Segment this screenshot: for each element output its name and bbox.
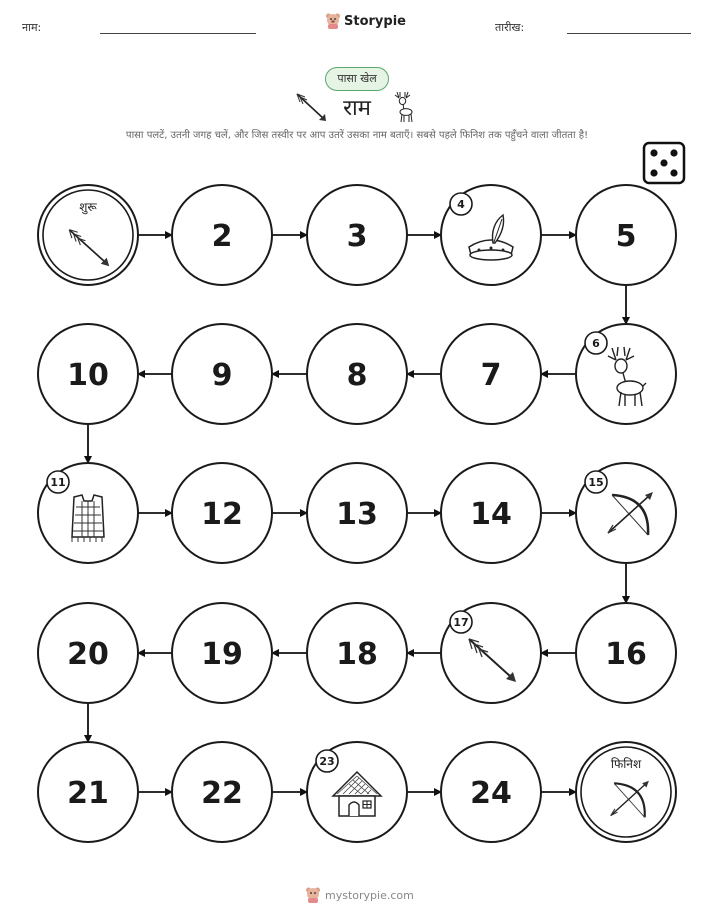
space-number: 20 xyxy=(67,637,109,672)
space-number: 24 xyxy=(470,776,512,811)
space-number: 18 xyxy=(336,637,378,672)
board-space-9[interactable] xyxy=(172,324,272,424)
board-space-8[interactable] xyxy=(307,324,407,424)
board-space-7[interactable] xyxy=(441,324,541,424)
instructions-text: पासा पलटें, उतनी जगह चलें, और जिस तस्वीर पर आप उतरें उसका नाम बताएँ। सबसे पहले फिनिश तक पहुँचने वाला जीतता है! xyxy=(125,130,589,141)
page-title: राम xyxy=(343,96,371,121)
board-space-24[interactable] xyxy=(441,742,541,842)
date-label: तारीख: xyxy=(495,21,525,34)
board-space-21[interactable] xyxy=(38,742,138,842)
footer xyxy=(305,886,414,904)
footer-website: mystorypie.com xyxy=(325,888,414,902)
board-space-11[interactable] xyxy=(38,463,138,563)
board-space-4[interactable] xyxy=(441,185,541,285)
space-badge-number: 17 xyxy=(453,616,469,629)
space-number: 9 xyxy=(211,358,233,393)
bark-vest-icon xyxy=(72,495,104,542)
space-number: 16 xyxy=(605,637,647,672)
space-number: 22 xyxy=(201,776,243,811)
space-badge-number: 6 xyxy=(592,337,600,350)
board-space-17[interactable] xyxy=(441,603,541,703)
board-space-2[interactable] xyxy=(172,185,272,285)
space-number: 21 xyxy=(67,776,109,811)
board-space-14[interactable] xyxy=(441,463,541,563)
space-number: 13 xyxy=(336,497,378,532)
board-space-22[interactable] xyxy=(172,742,272,842)
space-number: 3 xyxy=(346,219,368,254)
space-number: 8 xyxy=(346,358,368,393)
space-badge-number: 11 xyxy=(50,476,66,489)
space-number: 10 xyxy=(67,358,109,393)
board-space-13[interactable] xyxy=(307,463,407,563)
space-badge-number: 4 xyxy=(457,198,465,211)
board-space-15[interactable] xyxy=(576,463,676,563)
board-space-19[interactable] xyxy=(172,603,272,703)
board-space-25[interactable] xyxy=(576,742,676,842)
board-space-16[interactable] xyxy=(576,603,676,703)
finish-label: फिनिश xyxy=(610,757,642,771)
name-label: नाम: xyxy=(22,21,42,34)
board-space-1[interactable] xyxy=(38,185,138,285)
space-badge-number: 15 xyxy=(588,476,604,489)
board-space-23[interactable] xyxy=(307,742,407,842)
board-space-3[interactable] xyxy=(307,185,407,285)
board-space-20[interactable] xyxy=(38,603,138,703)
board-space-12[interactable] xyxy=(172,463,272,563)
bear-mascot-icon xyxy=(305,886,321,904)
space-number: 2 xyxy=(211,219,233,254)
space-number: 14 xyxy=(470,497,512,532)
board-space-6[interactable] xyxy=(576,324,676,424)
space-number: 5 xyxy=(615,219,637,254)
space-badge-number: 23 xyxy=(319,755,335,768)
space-number: 12 xyxy=(201,497,243,532)
game-type-badge: पासा खेल xyxy=(325,67,389,91)
board-space-18[interactable] xyxy=(307,603,407,703)
brand-name: Storypie xyxy=(344,13,406,29)
space-number: 19 xyxy=(201,637,243,672)
board-space-5[interactable] xyxy=(576,185,676,285)
start-label: शुरू xyxy=(79,200,97,214)
space-number: 7 xyxy=(480,358,502,393)
board-space-10[interactable] xyxy=(38,324,138,424)
